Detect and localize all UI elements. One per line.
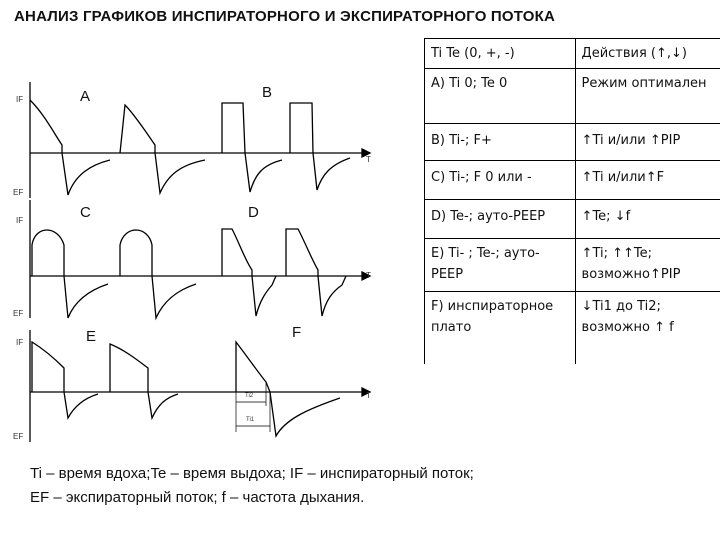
table-cell: C) Ti-; F 0 или - bbox=[425, 161, 576, 200]
table-header-cell: Действия (↑,↓) bbox=[575, 39, 720, 69]
table-cell: ↑Ti и/или ↑PIP bbox=[575, 124, 720, 161]
table-cell: Режим оптимален bbox=[575, 69, 720, 124]
axis-label-ef-row2: EF bbox=[13, 309, 24, 318]
label-e: E bbox=[86, 328, 97, 345]
waveform-e bbox=[32, 342, 178, 418]
axis-label-t-row2: T bbox=[366, 271, 371, 280]
axis-label-if-row2: IF bbox=[16, 216, 24, 225]
axis-label-ef-row3: EF bbox=[13, 432, 24, 441]
axis-label-ti1: Ti1 bbox=[246, 417, 255, 423]
table-row bbox=[425, 69, 720, 124]
axis-label-if-row3: IF bbox=[16, 338, 24, 347]
table-header-row bbox=[425, 39, 720, 69]
waveform-d bbox=[222, 229, 346, 316]
legend-line: EF – экспираторный поток; f – частота дыхания. bbox=[30, 489, 365, 506]
table-header-cell: Ti Te (0, +, -) bbox=[425, 39, 576, 69]
table-cell: ↓Ti1 до Ti2; возможно ↑ f bbox=[581, 299, 674, 335]
table-cell: D) Te-; ауто-PEEP bbox=[425, 200, 576, 239]
legend bbox=[30, 462, 670, 510]
table-cell: ↑Ti и/или↑F bbox=[575, 161, 720, 200]
axis-label-ti2: Ti2 bbox=[245, 393, 254, 399]
legend-line: Ti – время вдоха;Te – время выдоха; IF – инспираторный поток; bbox=[30, 465, 474, 482]
label-c: C bbox=[80, 204, 91, 221]
table-row bbox=[425, 292, 720, 365]
axis-label-t-row3: T bbox=[366, 391, 371, 400]
axis-label-ef-row1: EF bbox=[13, 188, 24, 197]
table-row bbox=[425, 161, 720, 200]
table-cell: ↑Te; ↓f bbox=[575, 200, 720, 239]
flow-graphs bbox=[0, 80, 400, 450]
table-row bbox=[425, 200, 720, 239]
table-cell: E) Ti- ; Te-; ауто-PEEP bbox=[425, 239, 576, 292]
table-cell: F) инспираторное плато bbox=[425, 292, 576, 365]
table-cell: ↑Ti; ↑↑Te; возможно↑PIP bbox=[575, 239, 720, 292]
table-cell: B) Ti-; F+ bbox=[425, 124, 576, 161]
analysis-table bbox=[424, 38, 720, 364]
waveform-a bbox=[30, 100, 205, 195]
label-d: D bbox=[248, 204, 259, 221]
page-title: АНАЛИЗ ГРАФИКОВ ИНСПИРАТОРНОГО И ЭКСПИРАТОРНОГО ПОТОКА bbox=[14, 8, 556, 25]
axis-label-t-row1: T bbox=[366, 155, 371, 164]
label-b: B bbox=[262, 84, 273, 101]
label-f: F bbox=[292, 324, 302, 341]
waveform-b bbox=[222, 103, 350, 192]
table-cell: A) Ti 0; Te 0 bbox=[425, 69, 576, 124]
axis-label-if-row1: IF bbox=[16, 95, 24, 104]
label-a: A bbox=[80, 88, 91, 105]
waveform-c bbox=[32, 230, 196, 318]
table-row bbox=[425, 239, 720, 292]
table-row bbox=[425, 124, 720, 161]
